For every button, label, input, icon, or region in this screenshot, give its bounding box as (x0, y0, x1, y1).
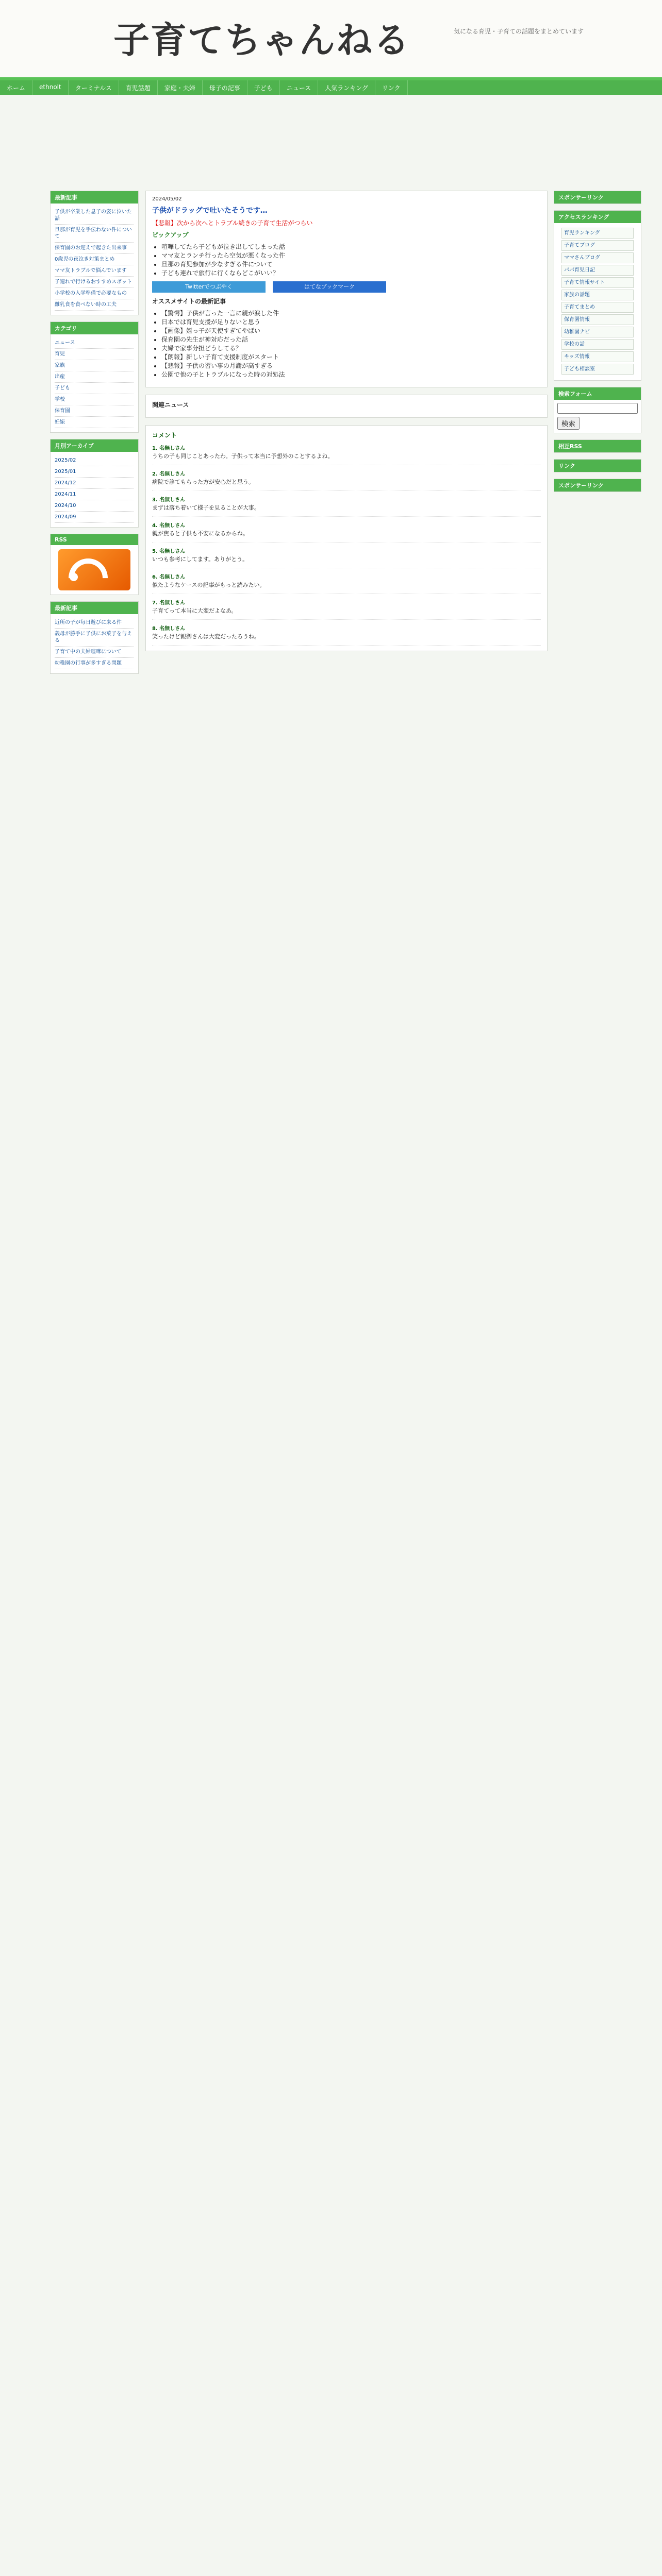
pickup-heading: ピックアップ (152, 231, 189, 239)
comment-author: 4. 名無しさん (152, 523, 186, 529)
search-button[interactable]: 検索 (557, 417, 580, 430)
sidebar-heading-category: カテゴリ (51, 322, 138, 334)
osusume-link[interactable]: • 【朗報】新しい子育て支援制度がスタート (161, 352, 541, 361)
category-link[interactable]: ニュース (55, 337, 134, 349)
nav-item-2[interactable]: ターミナルス (69, 80, 119, 95)
site-tagline: 気になる育児・子育ての話題をまとめています (454, 28, 584, 35)
category-link[interactable]: 学校 (55, 394, 134, 405)
sponsor-heading-2: スポンサーリンク (554, 479, 641, 492)
article-panel (145, 191, 548, 387)
ranking-link[interactable]: 幼稚園ナビ (561, 327, 634, 337)
latest-article-link[interactable]: 保育園のお迎えで起きた出来事 (55, 243, 134, 254)
osusume-link[interactable]: • 【画像】姪っ子が天使すぎてやばい (161, 326, 541, 335)
osusume-link[interactable]: • 保育園の先生が神対応だった話 (161, 335, 541, 344)
category-link[interactable]: 出産 (55, 371, 134, 383)
comment-author: 1. 名無しさん (152, 446, 186, 451)
comment-text: まずは落ち着いて様子を見ることが大事。 (152, 504, 260, 511)
comment-item (152, 491, 541, 517)
ranking-link[interactable]: 育児ランキング (561, 228, 634, 239)
comment-author: 5. 名無しさん (152, 549, 186, 554)
pickup-link[interactable]: • 喧嘩してたら子どもが泣き出してしまった話 (161, 242, 541, 251)
ranking-link[interactable]: 学校の話 (561, 339, 634, 350)
article-lead: 【悲報】次から次へとトラブル続きの子育て生活がつらい (152, 219, 313, 227)
article-title: 子供がドラッグで吐いたそうです… (152, 207, 268, 215)
latest-article-link[interactable]: 離乳食を食べない時の工夫 (55, 299, 134, 311)
nav-item-6[interactable]: 子ども (247, 80, 280, 95)
ranking-link[interactable]: ママさんブログ (561, 252, 634, 263)
comment-author: 2. 名無しさん (152, 471, 186, 477)
sidebar-heading-latest-2: 最新記事 (51, 602, 138, 614)
comment-author: 8. 名無しさん (152, 626, 186, 632)
pickup-link[interactable]: • ママ友とランチ行ったら空気が悪くなった件 (161, 251, 541, 260)
nav-item-0[interactable]: ホーム (0, 80, 32, 95)
hatena-bookmark-button[interactable]: はてなブックマーク (273, 281, 386, 293)
comment-author: 7. 名無しさん (152, 600, 186, 606)
ranking-link[interactable]: 保育園情報 (561, 314, 634, 325)
archive-link[interactable]: 2024/11 (55, 489, 134, 500)
search-input[interactable] (557, 403, 638, 414)
right-sidebar (554, 191, 641, 498)
site-header (0, 0, 662, 80)
comment-item (152, 465, 541, 491)
latest-article-link[interactable]: ママ友トラブルで悩んでいます (55, 265, 134, 277)
nav-item-5[interactable]: 母子の記事 (203, 80, 247, 95)
ranking-link[interactable]: パパ育児日記 (561, 265, 634, 276)
archive-link[interactable]: 2024/10 (55, 500, 134, 512)
category-link[interactable]: 子ども (55, 383, 134, 394)
comment-panel (145, 425, 548, 651)
osusume-link[interactable]: • 夫婦で家事分担どうしてる？ (161, 344, 541, 352)
nav-item-3[interactable]: 育児話題 (119, 80, 158, 95)
comment-text: 親が焦ると子供も不安になるからね。 (152, 530, 249, 537)
comment-item (152, 620, 541, 646)
pickup-link[interactable]: • 旦那の育児参加が少なすぎる件について (161, 260, 541, 268)
global-nav (0, 80, 662, 95)
comments-heading: コメント (152, 432, 177, 439)
comment-text: 似たようなケースの記事がもっと読みたい。 (152, 582, 266, 588)
latest-article-link[interactable]: 小学校の入学準備で必要なもの (55, 288, 134, 299)
osusume-link[interactable]: • 日本では育児支援が足りないと思う (161, 317, 541, 326)
latest-article-link[interactable]: 0歳児の夜泣き対策まとめ (55, 254, 134, 265)
twitter-share-button[interactable]: Twitterでつぶやく (152, 281, 266, 293)
comment-item (152, 543, 541, 568)
site-logo[interactable]: 子育てちゃんねる (113, 19, 410, 61)
sidebar-heading-rss: RSS (51, 534, 138, 545)
comment-item (152, 568, 541, 594)
sponsor-heading: スポンサーリンク (554, 191, 641, 204)
links-heading: リンク (554, 460, 641, 472)
osusume-link[interactable]: • 【悲報】子供の習い事の月謝が高すぎる (161, 361, 541, 370)
category-link[interactable]: 妊娠 (55, 417, 134, 428)
related-news-heading: 関連ニュース (152, 401, 189, 409)
comment-item (152, 517, 541, 543)
category-link[interactable]: 育児 (55, 349, 134, 360)
ranking-link[interactable]: 子育てまとめ (561, 302, 634, 313)
nav-item-1[interactable]: ethnolt (32, 80, 69, 95)
news-panel (145, 395, 548, 418)
latest-article-link[interactable]: 子供が卒業した息子の姿に泣いた話 (55, 207, 134, 225)
comment-author: 6. 名無しさん (152, 574, 186, 580)
comment-author: 3. 名無しさん (152, 497, 186, 503)
latest-article-link[interactable]: 幼稚園の行事が多すぎる問題 (55, 658, 134, 669)
main-content (145, 191, 548, 658)
osusume-link[interactable]: • 公園で他の子とトラブルになった時の対処法 (161, 370, 541, 379)
comment-text: うちの子も同じことあったわ。子供って本当に予想外のことするよね。 (152, 453, 334, 460)
nav-item-7[interactable]: ニュース (280, 80, 318, 95)
sidebar-heading-latest: 最新記事 (51, 191, 138, 204)
search-heading: 検索フォーム (554, 387, 641, 400)
category-link[interactable]: 保育園 (55, 405, 134, 417)
comment-item (152, 594, 541, 620)
ranking-heading: アクセスランキング (554, 211, 641, 223)
nav-item-4[interactable]: 家庭・夫婦 (158, 80, 203, 95)
comment-text: 笑ったけど親御さんは大変だったろうね。 (152, 633, 260, 640)
ranking-link[interactable]: 子ども相談室 (561, 364, 634, 375)
nav-item-9[interactable]: リンク (375, 80, 408, 95)
archive-link[interactable]: 2024/09 (55, 512, 134, 523)
ranking-link[interactable]: キッズ情報 (561, 351, 634, 362)
latest-article-link[interactable]: 子育て中の夫婦喧嘩について (55, 647, 134, 658)
archive-link[interactable]: 2025/01 (55, 466, 134, 478)
latest-article-link[interactable]: 旦那が育児を手伝わない件について (55, 225, 134, 243)
nav-item-8[interactable]: 人気ランキング (318, 80, 375, 95)
ranking-link[interactable]: 家族の話題 (561, 290, 634, 300)
rss-icon[interactable] (58, 549, 130, 590)
ranking-link[interactable]: 子育て情報サイト (561, 277, 634, 288)
latest-article-link[interactable]: 義母が勝手に子供にお菓子を与える (55, 629, 134, 647)
comment-text: 病院で診てもらった方が安心だと思う。 (152, 479, 254, 485)
osusume-heading: オススメサイトの最新記事 (152, 298, 226, 305)
archive-link[interactable]: 2025/02 (55, 455, 134, 466)
comment-item (152, 439, 541, 465)
latest-article-link[interactable]: 子連れで行けるおすすめスポット (55, 277, 134, 288)
archive-link[interactable]: 2024/12 (55, 478, 134, 489)
article-date: 2024/05/02 (152, 196, 182, 202)
pickup-link[interactable]: • 子ども連れで旅行に行くならどこがいい？ (161, 268, 541, 277)
left-sidebar (50, 191, 139, 680)
comment-text: 子育てって本当に大変だよなあ。 (152, 607, 237, 614)
ranking-link[interactable]: 子育てブログ (561, 240, 634, 251)
category-link[interactable]: 家族 (55, 360, 134, 371)
comment-text: いつも参考にしてます。ありがとう。 (152, 556, 249, 563)
sidebar-heading-archive: 月別アーカイブ (51, 439, 138, 452)
mutual-rss-heading: 相互RSS (554, 440, 641, 452)
osusume-link[interactable]: • 【驚愕】子供が言った一言に親が涙した件 (161, 309, 541, 317)
latest-article-link[interactable]: 近所の子が毎日遊びに来る件 (55, 617, 134, 629)
